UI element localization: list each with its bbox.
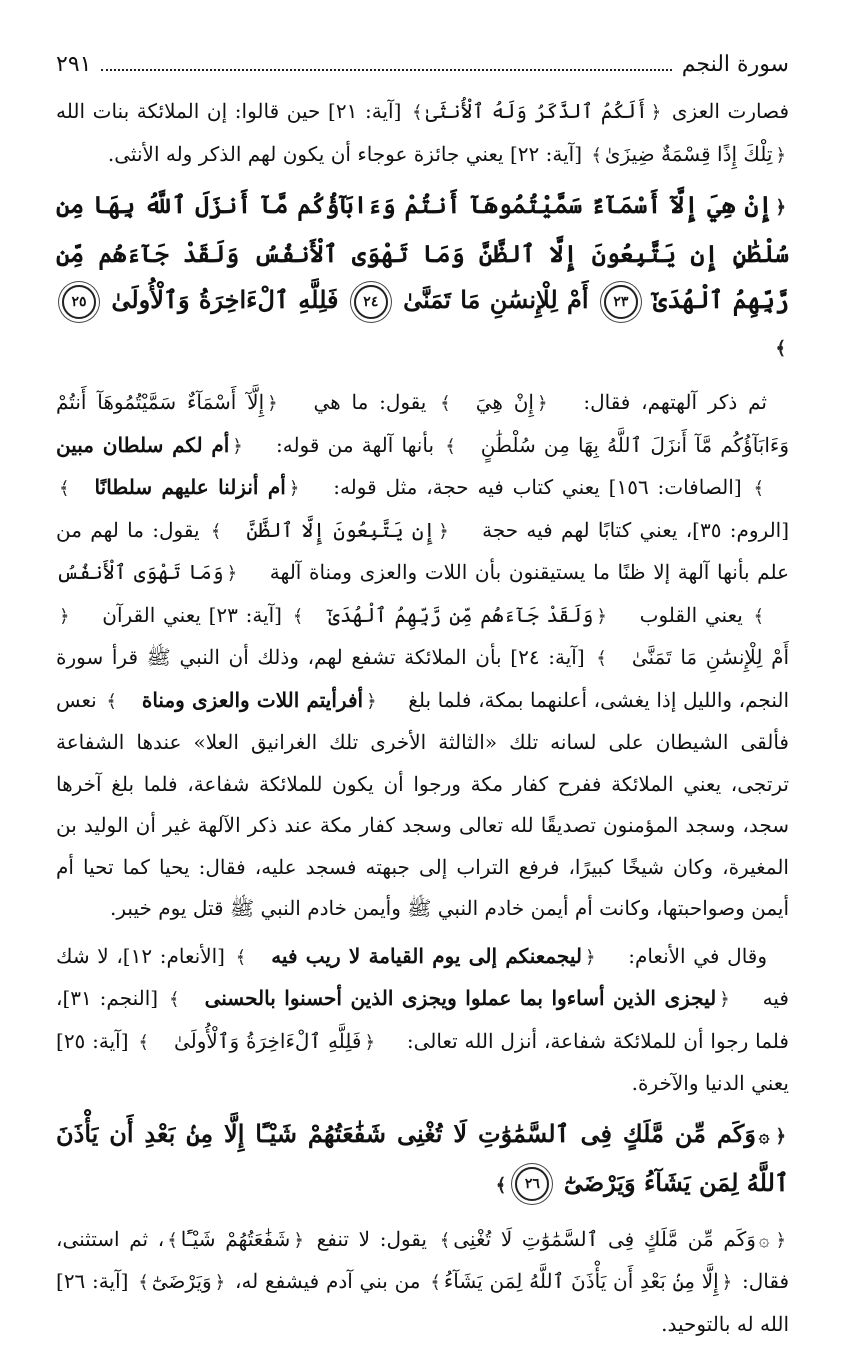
rosette-ornament: ۞ [758, 1229, 770, 1251]
text: [الصافات: ١٥٦] يعني كتاب فيه حجة، مثل قوله: [333, 475, 742, 499]
verse-number-medallion: ٢٣ [604, 285, 638, 319]
close-bracket-ornament: ﴾ [210, 520, 222, 542]
cross-reference-quote: ليجزى الذين أساءوا بما عملوا ويجزى الذين أحسنوا بالحسنى [204, 986, 717, 1010]
open-bracket-ornament: ﴿ [719, 989, 730, 1010]
cross-reference-quote: أم لكم سلطان مبين [56, 432, 230, 457]
verse-number-medallion: ٢٥ [62, 285, 96, 319]
quran-quote: إِلَّآ أَسْمَآءٌ سَمَّيْتُمُوهَآ أَنتُمْ وَءَابَآؤُكُم مَّآ أَنزَلَ ٱللَّهُ بِهَا مِن سُلْطَٰنٍ [56, 390, 789, 457]
open-bracket-ornament: ﴿ [438, 520, 449, 542]
open-bracket-ornament: ﴿ [232, 435, 243, 457]
verse-24-text: أَمْ لِلْإِنسَٰنِ مَا تَمَنَّىٰ [403, 285, 589, 314]
close-bracket-ornament: ﴾ [412, 102, 423, 123]
header-dot-leader [101, 68, 671, 71]
open-bracket-ornament: ﴿ [775, 144, 786, 166]
open-bracket-ornament: ﴿ [775, 197, 786, 218]
close-bracket-ornament: ﴾ [753, 605, 765, 627]
close-bracket-ornament: ﴾ [753, 478, 765, 499]
open-bracket-ornament: ﴿ [775, 1229, 786, 1251]
page-number: ٢٩١ [56, 52, 92, 77]
close-bracket-ornament: ﴾ [495, 1174, 507, 1196]
close-bracket-ornament: ﴾ [106, 690, 117, 712]
verse-26-text: وَكَم مِّن مَّلَكٍ فِى ٱلسَّمَٰوَٰتِ لَا تُغْنِى شَفَٰعَتُهُمْ شَيْـًٔا إِلَّا مِنۢ بَعْدِ أَن يَأْذَنَ ٱللَّهُ لِمَن يَشَآءُ وَيَرْضَىٰٓ [56, 1118, 789, 1197]
close-bracket-ornament: ﴾ [59, 478, 70, 499]
text: بأنها آلهة من قوله: [276, 432, 435, 457]
text: وقال في الأنعام: [628, 943, 768, 968]
text: ، ثم استثنى، فقال: [56, 1226, 790, 1293]
open-bracket-ornament: ﴿ [584, 946, 596, 968]
open-bracket-ornament: ﴿ [596, 605, 607, 627]
text: [آية: ٢٢] يعني جائزة عوجاء أن يكون لهم الذكر وله الأنثى. [107, 141, 583, 166]
close-bracket-ornament: ﴾ [292, 605, 304, 627]
text: [آية: ٢٣] يعني القرآن [102, 602, 282, 627]
open-bracket-ornament: ﴿ [364, 1031, 376, 1053]
quran-quote: وَلَقَدْ جَآءَهُم مِّن رَّبِّهِمُ ٱلْهُدَىٰٓ [328, 602, 594, 627]
quran-quote: أَلَكُمُ ٱلذَّكَرُ وَلَهُ ٱلْأُنثَىٰ [425, 99, 648, 123]
text: فصارت العزى [671, 99, 790, 123]
text: [النجم: ٣١]، فلما رجوا أن للملائكة شفاعة، أنزل الله تعالى: [56, 986, 789, 1053]
quran-quote: إِنْ هِيَ [475, 390, 534, 414]
open-bracket-ornament: ﴿ [288, 478, 300, 499]
text: [آية: ٢١] حين قالوا: إن الملائكة بنات الله [56, 99, 402, 123]
close-bracket-ornament: ﴾ [235, 946, 247, 968]
close-bracket-ornament: ﴾ [445, 435, 456, 457]
text: [آية: ٢٤] بأن الملائكة تشفع لهم، وذلك أن النبي ﷺ قرأ سورة النجم، والليل إذا يغشى، أعلنهما بمكة، فلما بلغ [56, 645, 790, 712]
commentary-paragraph-4 [56, 1219, 789, 1346]
cross-reference-quote: أفرأيتم اللات والعزى ومناة [141, 687, 364, 712]
text: يعني القلوب [639, 602, 743, 627]
verse-25-text: فَلِلَّهِ ٱلْءَاخِرَةُ وَٱلْأُولَىٰ [111, 285, 339, 314]
text: [آية: ٢٥] يعني الدنيا والآخرة. [56, 1028, 789, 1095]
open-bracket-ornament: ﴿ [293, 1229, 304, 1251]
open-bracket-ornament: ﴿ [721, 1272, 733, 1293]
quran-verse-block-23-25 [56, 182, 789, 372]
quran-quote: إِن يَتَّبِعُونَ إِلَّا ٱلظَّنَّ [246, 517, 436, 542]
verse-number-medallion: ٢٤ [354, 285, 388, 319]
text: [الروم: ٣٥]، يعني كتابًا لهم فيه حجة [482, 517, 790, 542]
open-bracket-ornament: ﴿ [226, 563, 238, 584]
quran-quote: شَفَٰعَتُهُمْ شَيْـًٔا [180, 1226, 291, 1251]
quran-verse-block-26 [56, 1111, 789, 1209]
close-bracket-ornament: ﴾ [596, 648, 607, 669]
open-bracket-ornament: ﴿ [536, 393, 548, 414]
close-bracket-ornament: ﴾ [430, 1272, 441, 1293]
quran-quote: تِلْكَ إِذًا قِسْمَةٌ ضِيزَىٰ [604, 141, 773, 166]
text: يقول: لا تنفع [316, 1226, 427, 1251]
close-bracket-ornament: ﴾ [439, 1229, 451, 1251]
surah-title: سورة النجم [681, 52, 789, 77]
close-bracket-ornament: ﴾ [169, 989, 180, 1010]
rosette-ornament: ۞ [758, 1125, 770, 1147]
close-bracket-ornament: ﴾ [138, 1272, 149, 1293]
verse-23-text: إِنْ هِيَ إِلَّآ أَسْمَآءٌ سَمَّيْتُمُوهَآ أَنتُمْ وَءَابَآؤُكُم مَّآ أَنزَلَ ٱللَّهُ بِهَا مِن سُلْطَٰنٍ إِن يَتَّبِعُونَ إِلَّا ٱلظَّنَّ وَمَا تَهْوَى ٱلْأَنفُسُ وَلَقَدْ جَآءَهُم مِّن رَّبِّهِمُ ٱلْهُدَىٰٓ [56, 190, 790, 314]
text: نعس فألقى الشيطان على لسانه تلك «الثالثة الأخرى تلك الغرانيق العلا» عندها الشفاعة ترتجى، يعني الملائكة ففرح كفار مكة ورجوا أن يكون للملائكة شفاعة، فلما بلغ آخرها سجد، وسجد المؤمنون تصديقًا لله تعالى وسجد كفار مكة عند ذكر الآلهة غير أن الوليد بن المغيرة، وكان شيخًا كبيرًا، فرفع التراب إلى جبهته فسجد عليه، فقال: يحيا كما تحيا أم أيمن وصواحبتها، وكانت أم أيمن خادم النبي ﷺ وأيمن خادم النبي ﷺ قتل يوم خيبر. [56, 687, 790, 920]
text: يقول: ما لهم من علم بأنها آلهة إلا ظنًا ما يستيقنون بأن اللات والعزى ومناة آلهة [56, 517, 790, 584]
open-bracket-ornament: ﴿ [267, 393, 278, 414]
quran-quote: فَلِلَّهِ ٱلْءَاخِرَةُ وَٱلْأُولَىٰ [173, 1028, 362, 1053]
text: [الأنعام: ١٢]، لا شك فيه [56, 943, 789, 1010]
commentary-paragraph-1 [56, 91, 789, 176]
cross-reference-quote: ليجمعنكم إلى يوم القيامة لا ريب فيه [271, 943, 582, 968]
commentary-paragraph-3 [56, 936, 789, 1105]
verse-number-medallion: ٢٦ [515, 1167, 549, 1201]
close-bracket-ornament: ﴾ [775, 338, 786, 359]
running-header [56, 52, 789, 77]
text: ثم ذكر آلهتهم، فقال: [583, 390, 767, 414]
open-bracket-ornament: ﴿ [775, 1125, 786, 1147]
quran-quote: وَكَم مِّن مَّلَكٍ فِى ٱلسَّمَٰوَٰتِ لَا تُغْنِى [453, 1226, 756, 1251]
close-bracket-ornament: ﴾ [138, 1031, 149, 1053]
close-bracket-ornament: ﴾ [591, 144, 602, 166]
open-bracket-ornament: ﴿ [59, 605, 70, 627]
open-bracket-ornament: ﴿ [366, 690, 377, 712]
close-bracket-ornament: ﴾ [440, 393, 451, 414]
cross-reference-quote: أم أنزلنا عليهم سلطانًا [94, 475, 286, 499]
quran-quote: أَمْ لِلْإِنسَٰنِ مَا تَمَنَّىٰ [631, 645, 790, 669]
text: من بني آدم فيشفع له، [234, 1269, 421, 1293]
close-bracket-ornament: ﴾ [167, 1229, 178, 1251]
quran-quote: إِلَّا مِنۢ بَعْدِ أَن يَأْذَنَ ٱللَّهُ لِمَن يَشَآءُ [443, 1269, 719, 1293]
open-bracket-ornament: ﴿ [650, 102, 662, 123]
quran-quote: وَمَا تَهْوَى ٱلْأَنفُسُ [56, 560, 224, 584]
text: [آية: ٢٦] الله له بالتوحيد. [56, 1269, 789, 1336]
commentary-paragraph-2 [56, 382, 789, 930]
open-bracket-ornament: ﴿ [214, 1272, 226, 1293]
quran-quote: وَيَرْضَىٰٓ [151, 1269, 212, 1293]
text: يقول: ما هي [313, 390, 427, 414]
